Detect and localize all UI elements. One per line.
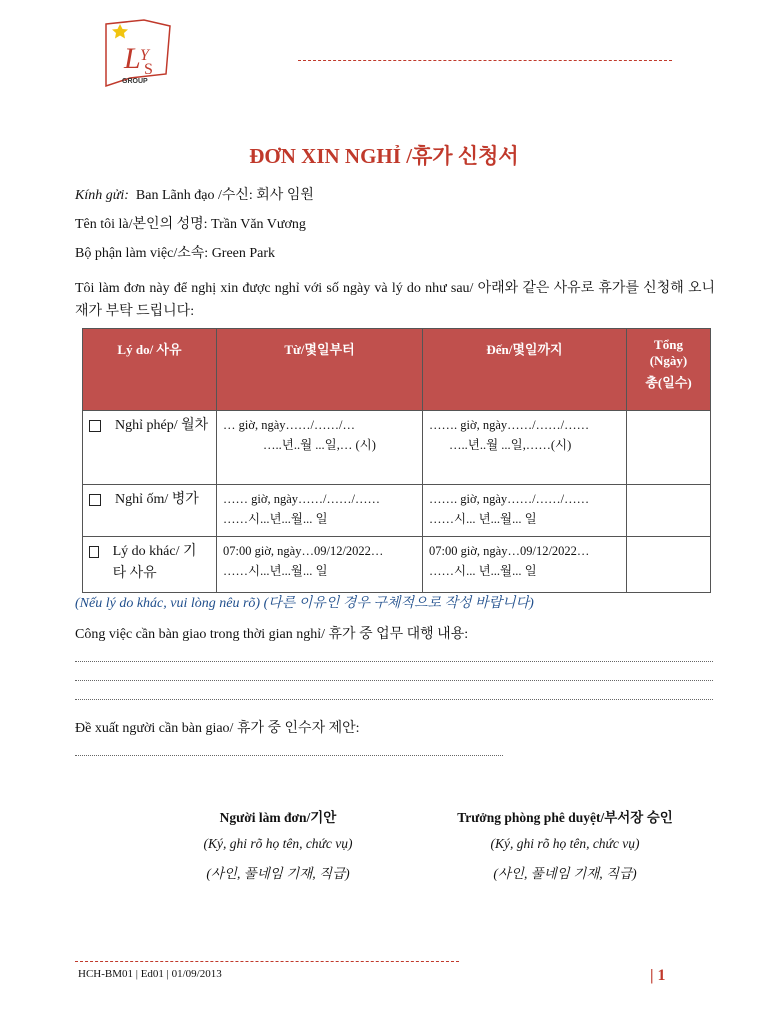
- logo-subtitle: GROUP: [122, 78, 148, 85]
- manager-signature-title: Trưởng phòng phê duyệt/부서장 승인: [457, 810, 673, 825]
- to-date-kr: ……시... 년...월... 일: [429, 564, 537, 578]
- from-date-kr: ……시...년...월... 일: [223, 564, 328, 578]
- checkbox-annual-leave[interactable]: [89, 420, 101, 432]
- from-time: …… giờ, ngày……/……/……: [223, 492, 380, 506]
- from-cell: [217, 411, 423, 485]
- from-date-kr: ……시...년...월... 일: [223, 512, 328, 526]
- total-cell[interactable]: [627, 537, 711, 593]
- handover-line-1[interactable]: [75, 661, 713, 662]
- handover-line-2[interactable]: [75, 680, 713, 681]
- table-header-row: [83, 329, 711, 411]
- to-date-kr: ……시... 년...월... 일: [429, 512, 537, 526]
- to-cell: [423, 537, 627, 593]
- table-row: [83, 485, 711, 537]
- handover-line-3[interactable]: [75, 699, 713, 700]
- reason-cell: [83, 411, 217, 485]
- table-row: [83, 411, 711, 485]
- to-date-kr: …..년..월 ...일,……(시): [449, 438, 572, 452]
- department: Bộ phận làm việc/소속: Green Park: [75, 246, 276, 261]
- header-from: Từ/몇일부터: [217, 329, 423, 411]
- applicant-signature-block: [128, 806, 428, 882]
- manager-signature-hint: (Ký, ghi rõ họ tên, chức vụ): [490, 836, 640, 851]
- company-logo: [100, 16, 176, 92]
- header-reason: Lý do/ 사유: [83, 329, 217, 411]
- reason-label: Nghỉ phép/ 월차: [115, 418, 209, 433]
- recipient-line: [75, 184, 314, 204]
- manager-signature-hint-kr: (사인, 풀네임 기재, 직급): [493, 866, 637, 881]
- reason-cell: [83, 537, 217, 593]
- page-number: | 1: [650, 967, 666, 984]
- reason-label: Lý do khác/ 기타 사유: [112, 544, 197, 581]
- svg-text:Y: Y: [140, 47, 149, 64]
- to-cell: [423, 411, 627, 485]
- total-cell[interactable]: [627, 485, 711, 537]
- leave-table: [82, 328, 711, 593]
- applicant-signature-hint-kr: (사인, 풀네임 기재, 직급): [206, 866, 350, 881]
- header-total-vi: Tổng (Ngày): [649, 337, 688, 368]
- from-cell: [217, 537, 423, 593]
- from-date-kr: …..년..월 ...일,… (시): [263, 438, 376, 452]
- from-cell: [217, 485, 423, 537]
- svg-text:L: L: [124, 42, 141, 75]
- checkbox-sick-leave[interactable]: [89, 494, 101, 506]
- table-row: [83, 537, 711, 593]
- from-time: … giờ, ngày……/……/…: [223, 418, 355, 432]
- proposal-label: Đề xuất người cần bàn giao/ 휴가 중 인수자 제안:: [75, 721, 360, 736]
- manager-signature-block: [415, 806, 715, 882]
- reason-cell: [83, 485, 217, 537]
- to-time: ……. giờ, ngày……/……/……: [429, 492, 590, 506]
- recipient-value: Ban Lãnh đạo /수신: 회사 임원: [135, 188, 314, 203]
- to-time: 07:00 giờ, ngày…09/12/2022…: [429, 544, 590, 558]
- header-to: Đến/몇일까지: [423, 329, 627, 411]
- total-cell[interactable]: [627, 411, 711, 485]
- checkbox-other-reason[interactable]: [89, 546, 99, 558]
- applicant-name: Tên tôi là/본인의 성명: Trần Văn Vương: [75, 217, 306, 232]
- footer-divider: [75, 961, 459, 962]
- recipient-label: Kính gửi:: [75, 188, 129, 203]
- header-total-kr: 총(일수): [645, 375, 692, 390]
- proposal-line[interactable]: [75, 755, 503, 756]
- to-cell: [423, 485, 627, 537]
- header-divider: [298, 60, 672, 61]
- document-title: ĐƠN XIN NGHỈ /휴가 신청서: [249, 144, 519, 168]
- applicant-signature-title: Người làm đơn/기안: [219, 810, 337, 825]
- applicant-signature-hint: (Ký, ghi rõ họ tên, chức vụ): [203, 836, 353, 851]
- from-time: 07:00 giờ, ngày…09/12/2022…: [223, 544, 384, 558]
- other-reason-note: (Nếu lý do khác, vui lòng nêu rõ) (다른 이유인 경우 구체적으로 작성 바랍니다): [75, 596, 534, 611]
- to-time: ……. giờ, ngày……/……/……: [429, 418, 590, 432]
- footer-code: HCH-BM01 | Ed01 | 01/09/2013: [78, 968, 222, 980]
- intro-paragraph: Tôi làm đơn này để nghị xin được nghỉ với số ngày và lý do như sau/ 아래와 같은 사유로 휴가를 신청해 오니 재가 부탁 드립니다:: [75, 281, 715, 319]
- reason-label: Nghỉ ốm/ 병가: [115, 492, 199, 507]
- header-total: [627, 329, 711, 411]
- svg-text:S: S: [144, 61, 153, 78]
- handover-label: Công việc cần bàn giao trong thời gian nghỉ/ 휴가 중 업무 대행 내용:: [75, 627, 469, 642]
